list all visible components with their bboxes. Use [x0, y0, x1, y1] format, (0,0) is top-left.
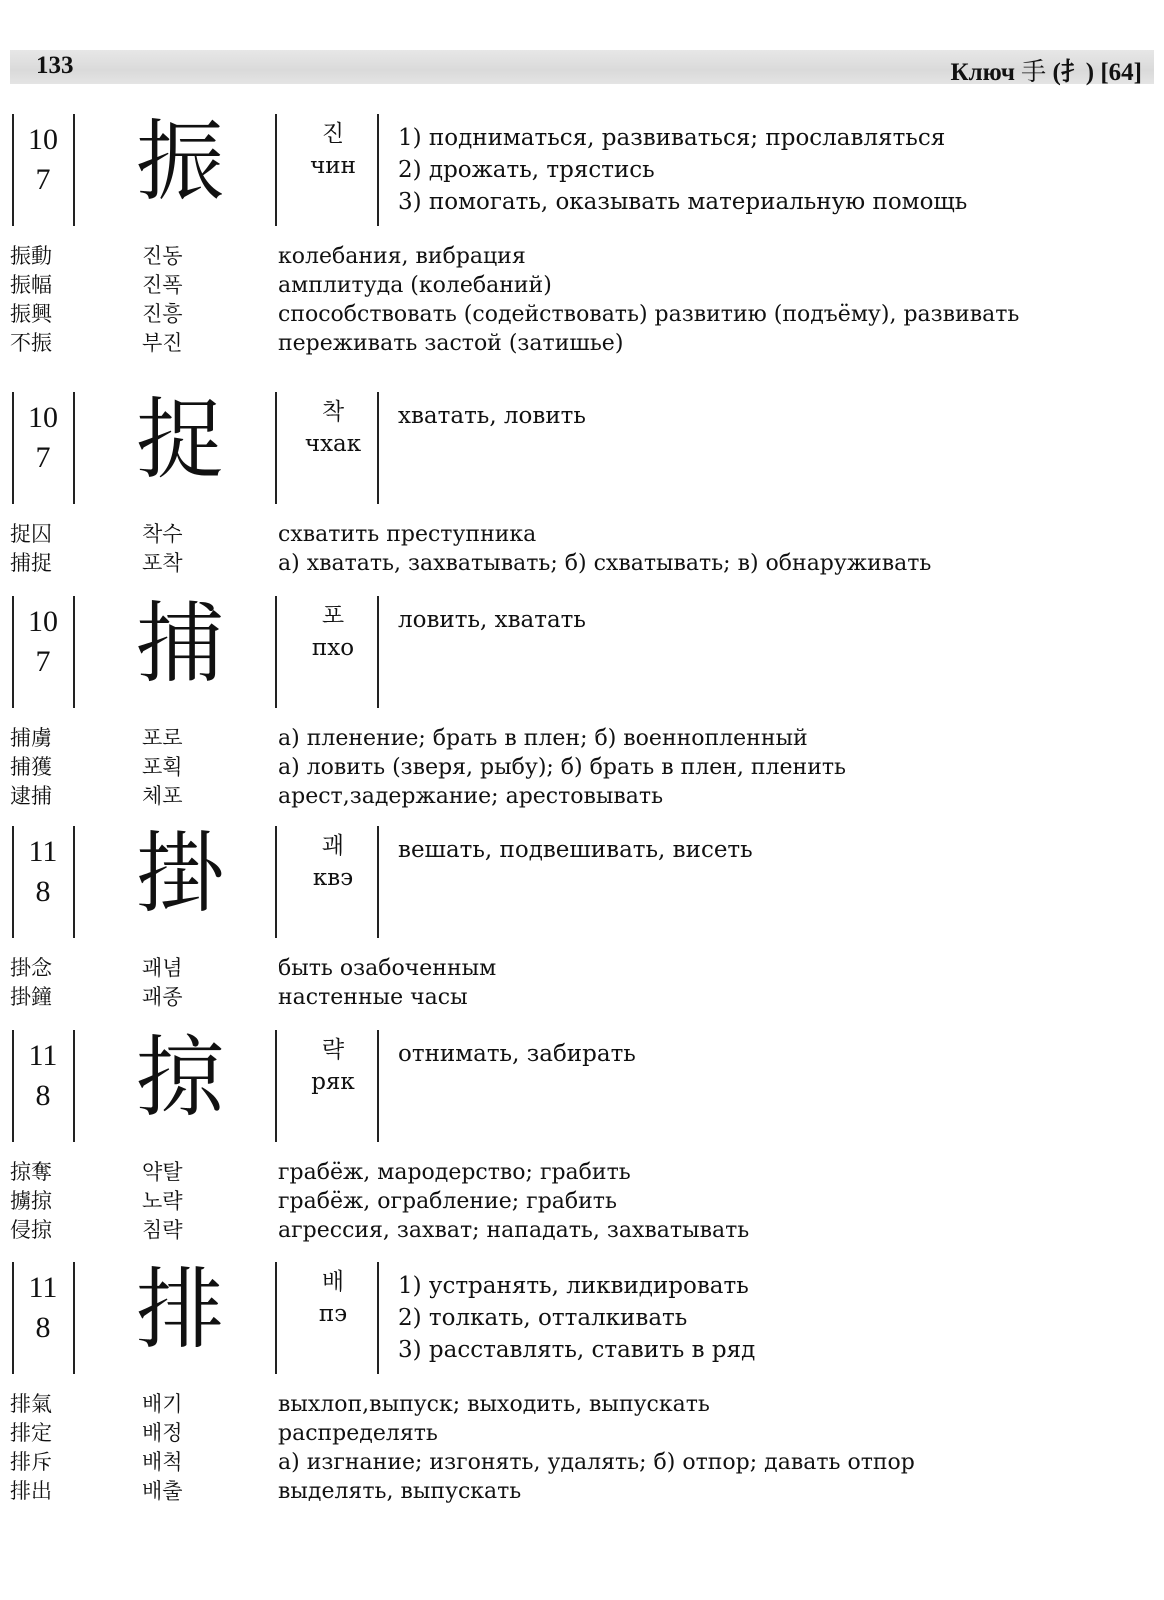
- compound-hangul: 포획: [142, 755, 183, 779]
- compound-hanja: 捉囚: [10, 522, 52, 546]
- meaning-line: ловить, хватать: [398, 607, 586, 633]
- compound-row: [0, 1390, 1164, 1419]
- divider-line: [73, 596, 75, 708]
- compound-row: [0, 549, 1164, 578]
- compound-row: [0, 520, 1164, 549]
- compound-hangul: 노략: [142, 1189, 183, 1213]
- compound-row: [0, 983, 1164, 1012]
- dictionary-entry: [0, 1258, 1164, 1506]
- compound-hanja: 捕虜: [10, 726, 52, 750]
- entry-transcription: квэ: [312, 865, 354, 891]
- compound-row: [0, 954, 1164, 983]
- meaning-line: вешать, подвешивать, висеть: [398, 837, 753, 863]
- entry-hangul: 괘: [321, 833, 345, 859]
- entry-reading: [282, 118, 384, 182]
- stroke-counts: [14, 1036, 72, 1116]
- entry-meanings: [398, 122, 967, 218]
- entry-head: [0, 388, 1164, 504]
- compound-row: [0, 1187, 1164, 1216]
- compound-hangul: 진흥: [142, 302, 183, 326]
- compound-hangul: 진폭: [142, 273, 183, 297]
- compound-hangul: 배정: [142, 1421, 183, 1445]
- compound-list: [0, 954, 1164, 1012]
- compound-hangul: 배출: [142, 1479, 183, 1503]
- entry-hanja: 掠: [135, 1026, 224, 1129]
- compound-hangul: 포로: [142, 726, 183, 750]
- compound-meaning: грабёж, мародерство; грабить: [278, 1160, 631, 1185]
- compound-hangul: 진동: [142, 244, 183, 268]
- meaning-line: 1) устранять, ликвидировать: [398, 1273, 749, 1299]
- stroke-total: 11: [28, 1039, 58, 1072]
- compound-meaning: агрессия, захват; нападать, захватывать: [278, 1218, 750, 1243]
- entry-meanings: [398, 834, 753, 866]
- entry-head: [0, 1026, 1164, 1142]
- compound-meaning: распределять: [278, 1421, 438, 1446]
- stroke-counts: [14, 1268, 72, 1348]
- entry-transcription: чин: [310, 153, 356, 179]
- compound-hanja: 掛鐘: [10, 985, 52, 1009]
- compound-hangul: 착수: [142, 522, 183, 546]
- radical-variant: (扌): [1052, 59, 1095, 86]
- compound-meaning: колебания, вибрация: [278, 244, 526, 269]
- compound-row: [0, 329, 1164, 358]
- compound-list: [0, 242, 1164, 358]
- entry-hangul: 략: [321, 1037, 345, 1063]
- stroke-total: 10: [28, 605, 58, 638]
- entry-hanja: 掛: [135, 822, 224, 925]
- compound-meaning: переживать застой (затишье): [278, 331, 624, 356]
- compound-hanja: 逮捕: [10, 784, 52, 808]
- entry-meanings: [398, 1270, 755, 1366]
- compound-meaning: амплитуда (колебаний): [278, 273, 552, 298]
- dictionary-entry: [0, 822, 1164, 1012]
- stroke-extra: 7: [35, 163, 51, 196]
- compound-meaning: грабёж, ограбление; грабить: [278, 1189, 617, 1214]
- stroke-total: 10: [28, 401, 58, 434]
- dictionary-entry: [0, 1026, 1164, 1245]
- compound-row: [0, 1419, 1164, 1448]
- compound-hangul: 배기: [142, 1392, 183, 1416]
- divider-line: [275, 1262, 277, 1374]
- divider-line: [73, 826, 75, 938]
- compound-list: [0, 1158, 1164, 1245]
- compound-meaning: а) пленение; брать в плен; б) военнопленный: [278, 726, 808, 751]
- compound-meaning: выхлоп,выпуск; выходить, выпускать: [278, 1392, 710, 1417]
- compound-hanja: 振幅: [10, 273, 52, 297]
- compound-hanja: 排出: [10, 1479, 52, 1503]
- entry-meanings: [398, 604, 586, 636]
- meaning-line: 3) расставлять, ставить в ряд: [398, 1337, 756, 1363]
- compound-hanja: 捕捉: [10, 551, 52, 575]
- compound-row: [0, 1158, 1164, 1187]
- stroke-counts: [14, 832, 72, 912]
- compound-hangul: 부진: [142, 331, 183, 355]
- divider-line: [275, 114, 277, 226]
- divider-line: [275, 826, 277, 938]
- entry-hangul: 배: [321, 1269, 345, 1295]
- compound-list: [0, 1390, 1164, 1506]
- compound-hangul: 배척: [142, 1450, 183, 1474]
- entry-hanja: 捉: [135, 388, 224, 491]
- compound-hanja: 擄掠: [10, 1189, 52, 1213]
- compound-row: [0, 753, 1164, 782]
- page-header: [10, 50, 1154, 84]
- entry-meanings: [398, 1038, 636, 1070]
- radical-char: 手: [1021, 57, 1047, 86]
- divider-line: [275, 1030, 277, 1142]
- compound-hanja: 排斥: [10, 1450, 52, 1474]
- compound-hanja: 振興: [10, 302, 52, 326]
- compound-row: [0, 1477, 1164, 1506]
- compound-hanja: 排定: [10, 1421, 52, 1445]
- stroke-counts: [14, 602, 72, 682]
- compound-hangul: 체포: [142, 784, 183, 808]
- compound-row: [0, 300, 1164, 329]
- dictionary-entry: [0, 110, 1164, 358]
- meaning-line: 1) подниматься, развиваться; прославляться: [398, 125, 946, 151]
- entry-transcription: ряк: [311, 1069, 355, 1095]
- meaning-line: хватать, ловить: [398, 403, 586, 429]
- compound-hanja: 掛念: [10, 956, 52, 980]
- compound-row: [0, 271, 1164, 300]
- compound-hanja: 不振: [10, 331, 52, 355]
- entry-hanja: 捕: [135, 592, 224, 695]
- compound-meaning: арест,задержание; арестовывать: [278, 784, 664, 809]
- compound-meaning: выделять, выпускать: [278, 1479, 522, 1504]
- stroke-extra: 7: [35, 645, 51, 678]
- compound-hangul: 괘념: [142, 956, 183, 980]
- meaning-line: 3) помогать, оказывать материальную помощь: [398, 189, 968, 215]
- stroke-extra: 8: [35, 1079, 51, 1112]
- compound-hanja: 振動: [10, 244, 52, 268]
- entry-reading: [282, 396, 384, 460]
- compound-row: [0, 242, 1164, 271]
- entry-head: [0, 110, 1164, 226]
- entry-hanja: 振: [135, 110, 224, 213]
- entry-hangul: 포: [321, 603, 345, 629]
- compound-list: [0, 724, 1164, 811]
- stroke-total: 11: [28, 1271, 58, 1304]
- stroke-counts: [14, 398, 72, 478]
- radical-heading: [951, 52, 1142, 88]
- entry-transcription: чхак: [304, 431, 362, 457]
- stroke-total: 11: [28, 835, 58, 868]
- compound-meaning: быть озабоченным: [278, 956, 497, 981]
- compound-hanja: 捕獲: [10, 755, 52, 779]
- dictionary-entry: [0, 592, 1164, 811]
- divider-line: [73, 114, 75, 226]
- meaning-line: отнимать, забирать: [398, 1041, 636, 1067]
- compound-row: [0, 1216, 1164, 1245]
- compound-list: [0, 520, 1164, 578]
- divider-line: [275, 596, 277, 708]
- entry-hangul: 착: [321, 399, 345, 425]
- stroke-total: 10: [28, 123, 58, 156]
- divider-line: [73, 1030, 75, 1142]
- compound-hangul: 약탈: [142, 1160, 183, 1184]
- entry-transcription: пхо: [311, 635, 355, 661]
- stroke-extra: 8: [35, 1311, 51, 1344]
- stroke-counts: [14, 120, 72, 200]
- dictionary-entry: [0, 388, 1164, 578]
- compound-hangul: 침략: [142, 1218, 183, 1242]
- divider-line: [73, 392, 75, 504]
- entry-head: [0, 1258, 1164, 1374]
- compound-row: [0, 724, 1164, 753]
- compound-row: [0, 1448, 1164, 1477]
- entry-reading: [282, 600, 384, 664]
- divider-line: [275, 392, 277, 504]
- compound-hanja: 排氣: [10, 1392, 52, 1416]
- compound-hangul: 괘종: [142, 985, 183, 1009]
- compound-row: [0, 782, 1164, 811]
- entry-transcription: пэ: [318, 1301, 348, 1327]
- stroke-extra: 8: [35, 875, 51, 908]
- meaning-line: 2) толкать, отталкивать: [398, 1305, 688, 1331]
- compound-meaning: а) изгнание; изгонять, удалять; б) отпор; давать отпор: [278, 1450, 915, 1475]
- radical-number: [64]: [1100, 59, 1142, 86]
- entry-reading: [282, 1266, 384, 1330]
- entry-meanings: [398, 400, 586, 432]
- entry-reading: [282, 1034, 384, 1098]
- compound-hangul: 포착: [142, 551, 183, 575]
- compound-hanja: 侵掠: [10, 1218, 52, 1242]
- radical-label: Ключ: [950, 59, 1015, 86]
- compound-hanja: 掠奪: [10, 1160, 52, 1184]
- entry-hangul: 진: [321, 121, 345, 147]
- entry-head: [0, 592, 1164, 708]
- page-number: 133: [36, 52, 74, 79]
- compound-meaning: схватить преступника: [278, 522, 537, 547]
- entry-reading: [282, 830, 384, 894]
- compound-meaning: настенные часы: [278, 985, 468, 1010]
- divider-line: [73, 1262, 75, 1374]
- meaning-line: 2) дрожать, трястись: [398, 157, 655, 183]
- compound-meaning: а) ловить (зверя, рыбу); б) брать в плен, пленить: [278, 755, 847, 780]
- stroke-extra: 7: [35, 441, 51, 474]
- compound-meaning: а) хватать, захватывать; б) схватывать; в) обнаруживать: [278, 551, 932, 576]
- entry-hanja: 排: [135, 1258, 224, 1361]
- compound-meaning: способствовать (содействовать) развитию (подъёму), развивать: [278, 302, 1020, 327]
- entry-head: [0, 822, 1164, 938]
